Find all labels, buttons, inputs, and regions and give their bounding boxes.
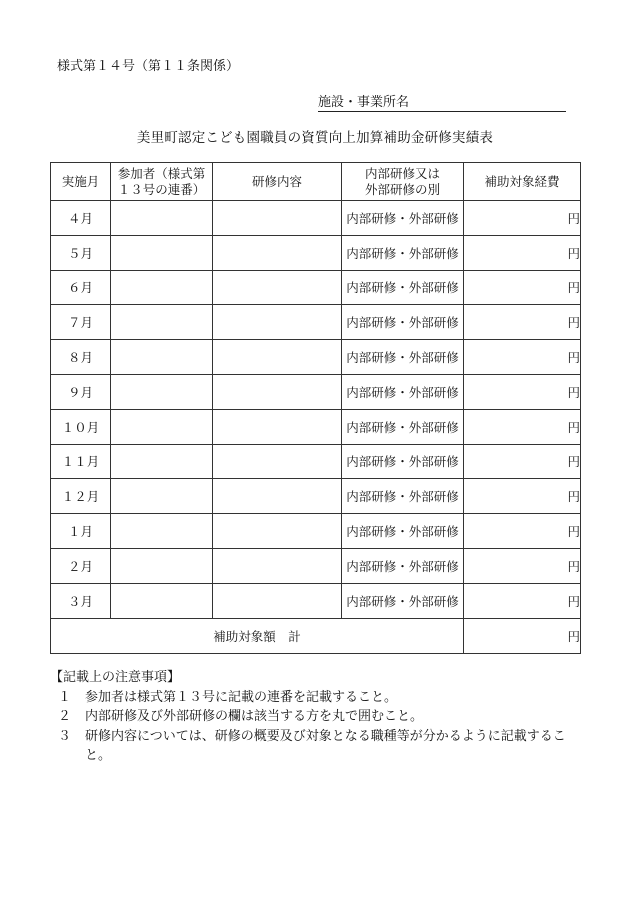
table-row (51, 444, 581, 479)
expense-cell[interactable] (464, 479, 581, 514)
yen-unit: 円 (567, 350, 580, 366)
table-row (51, 270, 581, 305)
table-row (51, 479, 581, 514)
table-row (51, 235, 581, 270)
total-expense-cell[interactable] (464, 618, 581, 653)
content-cell[interactable] (213, 409, 342, 444)
content-cell[interactable] (213, 235, 342, 270)
yen-unit: 円 (567, 524, 580, 540)
content-cell[interactable] (213, 583, 342, 618)
table-row (51, 374, 581, 409)
training-record-table (50, 162, 581, 654)
note-item (50, 727, 580, 766)
expense-cell[interactable] (464, 409, 581, 444)
note-item (50, 688, 580, 708)
note-text: 研修内容については、研修の概要及び対象となる職種等が分かるように記載すること。 (85, 728, 566, 763)
header-participant (111, 163, 213, 201)
participant-cell[interactable] (111, 409, 213, 444)
yen-unit: 円 (567, 280, 580, 296)
table-row (51, 409, 581, 444)
month-cell: ５月 (51, 235, 111, 270)
header-month: 実施月 (51, 163, 111, 201)
month-cell: １１月 (51, 444, 111, 479)
header-content: 研修内容 (213, 163, 342, 201)
training-type-cell[interactable]: 内部研修・外部研修 (342, 201, 464, 236)
header-training-type (342, 163, 464, 201)
notes-section (50, 668, 580, 766)
training-type-cell[interactable]: 内部研修・外部研修 (342, 583, 464, 618)
month-cell: １０月 (51, 409, 111, 444)
note-number: １ (58, 689, 72, 705)
training-type-cell[interactable]: 内部研修・外部研修 (342, 409, 464, 444)
participant-cell[interactable] (111, 514, 213, 549)
form-number: 様式第１４号（第１１条関係） (57, 59, 240, 74)
expense-cell[interactable] (464, 444, 581, 479)
month-cell: １月 (51, 514, 111, 549)
expense-cell[interactable] (464, 548, 581, 583)
total-row (51, 618, 581, 653)
notes-heading: 【記載上の注意事項】 (50, 670, 181, 685)
yen-unit: 円 (567, 210, 580, 226)
month-cell: ４月 (51, 201, 111, 236)
expense-cell[interactable] (464, 235, 581, 270)
header-participant-line1: 参加者（様式第 (117, 165, 206, 181)
participant-cell[interactable] (111, 479, 213, 514)
training-type-cell[interactable]: 内部研修・外部研修 (342, 235, 464, 270)
month-cell: １２月 (51, 479, 111, 514)
participant-cell[interactable] (111, 340, 213, 375)
content-cell[interactable] (213, 444, 342, 479)
note-number: ２ (58, 709, 72, 724)
header-training-type-line1: 内部研修又は (364, 165, 440, 181)
content-cell[interactable] (213, 340, 342, 375)
content-cell[interactable] (213, 548, 342, 583)
participant-cell[interactable] (111, 305, 213, 340)
participant-cell[interactable] (111, 374, 213, 409)
month-cell: ６月 (51, 270, 111, 305)
participant-cell[interactable] (111, 201, 213, 236)
table-row (51, 548, 581, 583)
yen-unit: 円 (567, 315, 580, 331)
table-row (51, 340, 581, 375)
training-type-cell[interactable]: 内部研修・外部研修 (342, 514, 464, 549)
note-text: 参加者は様式第１３号に記載の連番を記載すること。 (85, 689, 398, 705)
yen-unit: 円 (567, 558, 580, 574)
content-cell[interactable] (213, 305, 342, 340)
facility-name-label: 施設・事業所名 (318, 95, 410, 110)
month-cell: ３月 (51, 583, 111, 618)
content-cell[interactable] (213, 270, 342, 305)
yen-unit: 円 (567, 593, 580, 609)
facility-name-field[interactable] (318, 91, 566, 112)
page-title: 美里町認定こども園職員の資質向上加算補助金研修実績表 (136, 130, 494, 146)
month-cell: ７月 (51, 305, 111, 340)
table-row (51, 201, 581, 236)
table-row (51, 305, 581, 340)
training-type-cell[interactable]: 内部研修・外部研修 (342, 305, 464, 340)
training-type-cell[interactable]: 内部研修・外部研修 (342, 479, 464, 514)
yen-unit: 円 (567, 489, 580, 505)
expense-cell[interactable] (464, 514, 581, 549)
expense-cell[interactable] (464, 201, 581, 236)
total-yen-unit: 円 (567, 628, 580, 644)
yen-unit: 円 (567, 245, 580, 261)
yen-unit: 円 (567, 419, 580, 435)
expense-cell[interactable] (464, 270, 581, 305)
note-number: ３ (58, 728, 72, 744)
note-item (50, 707, 580, 727)
total-label: 補助対象額 計 (51, 618, 464, 653)
expense-cell[interactable] (464, 583, 581, 618)
table-row (51, 583, 581, 618)
header-expense: 補助対象経費 (464, 163, 581, 201)
participant-cell[interactable] (111, 235, 213, 270)
header-training-type-line2: 外部研修の別 (364, 181, 440, 197)
content-cell[interactable] (213, 479, 342, 514)
header-participant-line2: １３号の連番） (117, 181, 206, 197)
month-cell: ２月 (51, 548, 111, 583)
training-type-cell[interactable]: 内部研修・外部研修 (342, 444, 464, 479)
participant-cell[interactable] (111, 270, 213, 305)
month-cell: ８月 (51, 340, 111, 375)
participant-cell[interactable] (111, 548, 213, 583)
content-cell[interactable] (213, 514, 342, 549)
month-cell: ９月 (51, 374, 111, 409)
expense-cell[interactable] (464, 305, 581, 340)
yen-unit: 円 (567, 384, 580, 400)
participant-cell[interactable] (111, 583, 213, 618)
training-type-cell[interactable]: 内部研修・外部研修 (342, 374, 464, 409)
participant-cell[interactable] (111, 444, 213, 479)
content-cell[interactable] (213, 374, 342, 409)
expense-cell[interactable] (464, 374, 581, 409)
table-header-row (51, 163, 581, 201)
expense-cell[interactable] (464, 340, 581, 375)
training-type-cell[interactable]: 内部研修・外部研修 (342, 548, 464, 583)
note-text: 内部研修及び外部研修の欄は該当する方を丸で囲むこと。 (85, 709, 424, 724)
content-cell[interactable] (213, 201, 342, 236)
training-type-cell[interactable]: 内部研修・外部研修 (342, 270, 464, 305)
yen-unit: 円 (567, 454, 580, 470)
table-row (51, 514, 581, 549)
training-type-cell[interactable]: 内部研修・外部研修 (342, 340, 464, 375)
